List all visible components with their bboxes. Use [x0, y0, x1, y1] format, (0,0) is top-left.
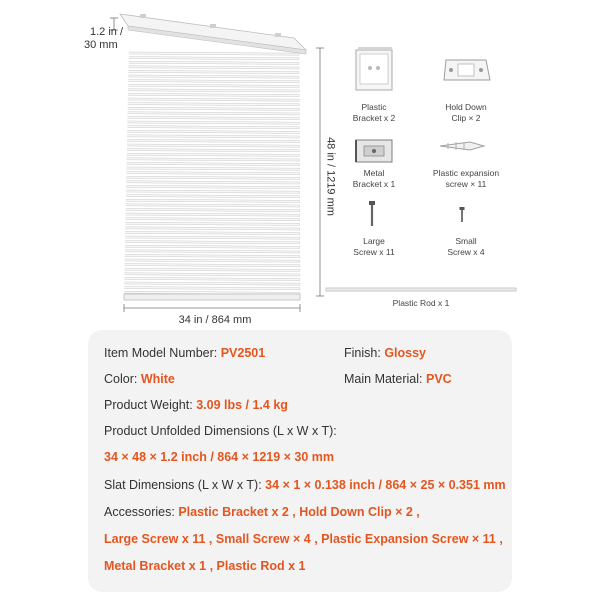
- spec-slat-value: 34 × 1 × 0.138 inch / 864 × 25 × 0.351 mm: [265, 478, 506, 492]
- metal-bracket-icon: [356, 140, 392, 162]
- spec-accessories-3: [104, 559, 305, 573]
- part-label-line1: Large: [363, 236, 385, 246]
- part-label-line1: Plastic: [361, 102, 387, 112]
- spec-finish-value: Glossy: [384, 346, 426, 360]
- plastic-bracket-icon: [356, 48, 392, 90]
- part-label-plastic-bracket: [329, 102, 419, 124]
- spec-accessories-label: Accessories:: [104, 505, 175, 519]
- spec-color-value: White: [140, 372, 175, 386]
- spec-slat: [104, 478, 506, 492]
- part-label-line1: Small: [455, 236, 477, 246]
- part-label-expansion-screw: [421, 168, 511, 190]
- part-label-line2: Screw x 4: [447, 247, 485, 257]
- spec-unfolded-label: [104, 424, 337, 438]
- part-label-line2: screw × 11: [445, 179, 487, 189]
- part-label-metal-bracket: [329, 168, 419, 190]
- part-label-line2: Bracket x 2: [352, 113, 396, 123]
- spec-material-value: PVC: [425, 372, 452, 386]
- part-label-line2: Clip × 2: [451, 113, 481, 123]
- large-screw-icon: [369, 201, 375, 226]
- part-label-line1: Plastic expansion: [432, 168, 500, 178]
- part-label-small-screw: [421, 236, 511, 258]
- plastic-rod-icon: [326, 288, 516, 291]
- part-label-line1: Plastic Rod x 1: [392, 298, 450, 308]
- expansion-screw-icon: [440, 142, 484, 150]
- spec-model-label: Item Model Number:: [104, 346, 218, 360]
- spec-slat-label: Slat Dimensions (L x W x T):: [104, 478, 262, 492]
- spec-unfolded-value: [104, 450, 334, 464]
- spec-weight-value: 3.09 lbs / 1.4 kg: [196, 398, 288, 412]
- part-label-large-screw: [329, 236, 419, 258]
- spec-weight: [104, 398, 288, 412]
- spec-weight-label: Product Weight:: [104, 398, 193, 412]
- spec-color-label: Color:: [104, 372, 138, 386]
- hold-down-clip-icon: [444, 60, 490, 80]
- part-label-hold-down-clip: [421, 102, 511, 124]
- spec-accessories-2: [104, 532, 503, 546]
- spec-accessories-line2: Large Screw x 11 , Small Screw × 4 , Plastic Expansion Screw × 11 ,: [104, 532, 503, 546]
- part-label-plastic-rod: [376, 298, 466, 309]
- depth-label-line1: 1.2 in /: [90, 26, 124, 38]
- spec-material: [344, 372, 452, 386]
- part-label-line2: Bracket x 1: [352, 179, 396, 189]
- spec-model: [104, 346, 265, 360]
- spec-color: [104, 372, 175, 386]
- spec-unfolded-label-text: Product Unfolded Dimensions (L x W x T):: [104, 424, 337, 438]
- spec-panel: [88, 330, 512, 592]
- small-screw-icon: [460, 207, 465, 222]
- spec-finish-label: Finish:: [344, 346, 381, 360]
- spec-material-label: Main Material:: [344, 372, 423, 386]
- part-label-line2: Screw x 11: [353, 247, 395, 257]
- spec-model-value: PV2501: [220, 346, 266, 360]
- spec-finish: [344, 346, 426, 360]
- spec-accessories-line3: Metal Bracket x 1 , Plastic Rod x 1: [104, 559, 306, 573]
- part-label-line1: Metal: [363, 168, 385, 178]
- width-label: 34 in / 864 mm: [178, 314, 252, 326]
- spec-accessories: [104, 505, 420, 519]
- spec-unfolded-value-text: 34 × 48 × 1.2 inch / 864 × 1219 × 30 mm: [104, 450, 335, 464]
- depth-label-line2: 30 mm: [84, 39, 118, 51]
- height-label: 48 in / 1219 mm: [324, 137, 337, 216]
- spec-accessories-line1: Plastic Bracket x 2 , Hold Down Clip × 2 ,: [178, 505, 420, 519]
- part-label-line1: Hold Down: [445, 102, 487, 112]
